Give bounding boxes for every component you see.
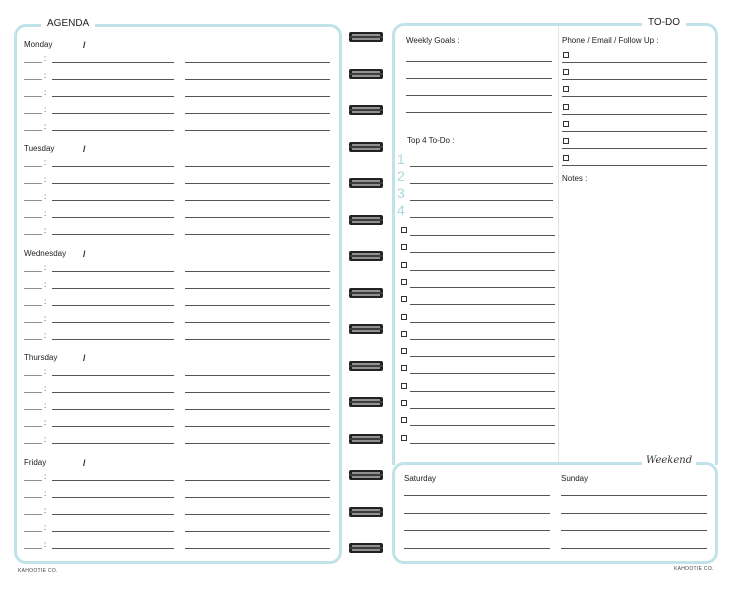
todo-title: TO-DO (642, 17, 686, 29)
time-slot-line (52, 305, 174, 306)
date-slash: / (83, 144, 86, 154)
todo-checkbox (401, 279, 407, 285)
saturday-line (404, 548, 550, 549)
todo-checkbox (401, 331, 407, 337)
time-slot-line (52, 288, 174, 289)
todo-checkbox (401, 417, 407, 423)
note-line (185, 113, 330, 114)
date-slash: / (83, 249, 86, 259)
top4-number: 3 (397, 185, 405, 201)
note-line (185, 200, 330, 201)
todo-line (410, 391, 555, 392)
todo-checkbox (401, 262, 407, 268)
time-slot-line (52, 130, 174, 131)
top4-number: 2 (397, 168, 405, 184)
contact-checkbox (563, 155, 569, 161)
contact-checkbox (563, 138, 569, 144)
spiral-ring (348, 30, 384, 42)
weekend-title: Weekend (642, 455, 696, 467)
sunday-line (561, 495, 707, 496)
time-slot-prefix: ____ : (24, 192, 47, 201)
sunday-line (561, 530, 707, 531)
time-slot-prefix: ____ : (24, 280, 47, 289)
spiral-ring (348, 468, 384, 480)
time-slot-prefix: ____ : (24, 401, 47, 410)
date-slash: / (83, 353, 86, 363)
time-slot-line (52, 113, 174, 114)
contact-checkbox (563, 121, 569, 127)
contact-checkbox (563, 104, 569, 110)
time-slot-line (52, 375, 174, 376)
time-slot-line (52, 443, 174, 444)
time-slot-line (52, 339, 174, 340)
time-slot-line (52, 322, 174, 323)
note-line (185, 497, 330, 498)
time-slot-prefix: ____ : (24, 489, 47, 498)
spiral-ring (348, 176, 384, 188)
time-slot-prefix: ____ : (24, 122, 47, 131)
time-slot-prefix: ____ : (24, 523, 47, 532)
top4-line (410, 217, 553, 218)
spiral-ring (348, 432, 384, 444)
footer-brand-right: KAHOOTIE CO. (674, 566, 714, 572)
todo-line (410, 252, 555, 253)
top4-number: 1 (397, 151, 405, 167)
note-line (185, 217, 330, 218)
spiral-ring (348, 322, 384, 334)
note-line (185, 409, 330, 410)
time-slot-line (52, 62, 174, 63)
spiral-ring (348, 395, 384, 407)
todo-checkbox (401, 365, 407, 371)
sunday-line (561, 513, 707, 514)
time-slot-line (52, 271, 174, 272)
time-slot-prefix: ____ : (24, 314, 47, 323)
contact-line (562, 165, 707, 166)
time-slot-line (52, 183, 174, 184)
weekly-goal-line (406, 112, 552, 113)
note-line (185, 548, 330, 549)
time-slot-prefix: ____ : (24, 367, 47, 376)
time-slot-prefix: ____ : (24, 54, 47, 63)
todo-checkbox (401, 296, 407, 302)
time-slot-prefix: ____ : (24, 506, 47, 515)
weekly-goal-line (406, 95, 552, 96)
todo-line (410, 322, 555, 323)
time-slot-line (52, 548, 174, 549)
todo-line (410, 443, 555, 444)
note-line (185, 234, 330, 235)
day-label: Tuesday (24, 144, 55, 153)
top4-line (410, 200, 553, 201)
time-slot-line (52, 217, 174, 218)
todo-line (410, 373, 555, 374)
spiral-ring (348, 505, 384, 517)
weekly-goal-line (406, 78, 552, 79)
time-slot-prefix: ____ : (24, 297, 47, 306)
note-line (185, 443, 330, 444)
todo-line (410, 425, 555, 426)
sunday-line (561, 548, 707, 549)
top4-number: 4 (397, 202, 405, 218)
todo-line (410, 287, 555, 288)
time-slot-prefix: ____ : (24, 88, 47, 97)
todo-line (410, 356, 555, 357)
contact-line (562, 148, 707, 149)
time-slot-prefix: ____ : (24, 331, 47, 340)
time-slot-line (52, 409, 174, 410)
spiral-ring (348, 249, 384, 261)
contact-line (562, 96, 707, 97)
todo-frame (392, 23, 718, 465)
todo-column-divider (558, 26, 559, 462)
day-label: Friday (24, 458, 47, 467)
note-line (185, 392, 330, 393)
top4-label: Top 4 To-Do : (407, 136, 455, 145)
spiral-ring (348, 541, 384, 553)
note-line (185, 531, 330, 532)
spiral-ring (348, 286, 384, 298)
note-line (185, 288, 330, 289)
spiral-ring (348, 140, 384, 152)
date-slash: / (83, 458, 86, 468)
time-slot-line (52, 234, 174, 235)
todo-line (410, 408, 555, 409)
day-label: Monday (24, 40, 53, 49)
todo-checkbox (401, 314, 407, 320)
time-slot-line (52, 96, 174, 97)
note-line (185, 96, 330, 97)
note-line (185, 305, 330, 306)
time-slot-line (52, 166, 174, 167)
time-slot-prefix: ____ : (24, 209, 47, 218)
agenda-title: AGENDA (41, 18, 95, 30)
contact-checkbox (563, 52, 569, 58)
time-slot-prefix: ____ : (24, 263, 47, 272)
note-line (185, 480, 330, 481)
time-slot-prefix: ____ : (24, 105, 47, 114)
saturday-line (404, 530, 550, 531)
todo-checkbox (401, 348, 407, 354)
note-line (185, 271, 330, 272)
time-slot-prefix: ____ : (24, 472, 47, 481)
contact-line (562, 62, 707, 63)
day-label: Thursday (24, 353, 58, 362)
todo-line (410, 304, 555, 305)
note-line (185, 62, 330, 63)
time-slot-line (52, 200, 174, 201)
time-slot-line (52, 392, 174, 393)
time-slot-prefix: ____ : (24, 384, 47, 393)
contact-line (562, 114, 707, 115)
spiral-ring (348, 67, 384, 79)
time-slot-prefix: ____ : (24, 435, 47, 444)
saturday-line (404, 513, 550, 514)
todo-line (410, 235, 555, 236)
contact-checkbox (563, 69, 569, 75)
todo-checkbox (401, 400, 407, 406)
todo-checkbox (401, 244, 407, 250)
note-line (185, 322, 330, 323)
todo-checkbox (401, 435, 407, 441)
time-slot-line (52, 426, 174, 427)
saturday-line (404, 495, 550, 496)
note-line (185, 426, 330, 427)
top4-line (410, 183, 553, 184)
time-slot-line (52, 79, 174, 80)
time-slot-prefix: ____ : (24, 71, 47, 80)
contact-line (562, 79, 707, 80)
note-line (185, 514, 330, 515)
time-slot-prefix: ____ : (24, 158, 47, 167)
phone-email-label: Phone / Email / Follow Up : (562, 36, 659, 45)
time-slot-line (52, 531, 174, 532)
spiral-ring (348, 359, 384, 371)
todo-checkbox (401, 383, 407, 389)
time-slot-prefix: ____ : (24, 540, 47, 549)
weekly-goals-label: Weekly Goals : (406, 36, 460, 45)
note-line (185, 79, 330, 80)
top4-line (410, 166, 553, 167)
day-label: Wednesday (24, 249, 67, 258)
time-slot-prefix: ____ : (24, 418, 47, 427)
todo-checkbox (401, 227, 407, 233)
note-line (185, 130, 330, 131)
spiral-ring (348, 103, 384, 115)
todo-line (410, 339, 555, 340)
agenda-frame (14, 24, 342, 564)
time-slot-prefix: ____ : (24, 175, 47, 184)
contact-line (562, 131, 707, 132)
time-slot-prefix: ____ : (24, 226, 47, 235)
note-line (185, 375, 330, 376)
time-slot-line (52, 480, 174, 481)
note-line (185, 166, 330, 167)
date-slash: / (83, 40, 86, 50)
time-slot-line (52, 497, 174, 498)
sunday-label: Sunday (561, 474, 589, 483)
spiral-ring (348, 213, 384, 225)
weekly-goal-line (406, 61, 552, 62)
time-slot-line (52, 514, 174, 515)
notes-label: Notes : (562, 174, 588, 183)
saturday-label: Saturday (404, 474, 437, 483)
contact-checkbox (563, 86, 569, 92)
note-line (185, 183, 330, 184)
footer-brand-left: KAHOOTIE CO. (18, 568, 58, 574)
todo-line (410, 270, 555, 271)
note-line (185, 339, 330, 340)
